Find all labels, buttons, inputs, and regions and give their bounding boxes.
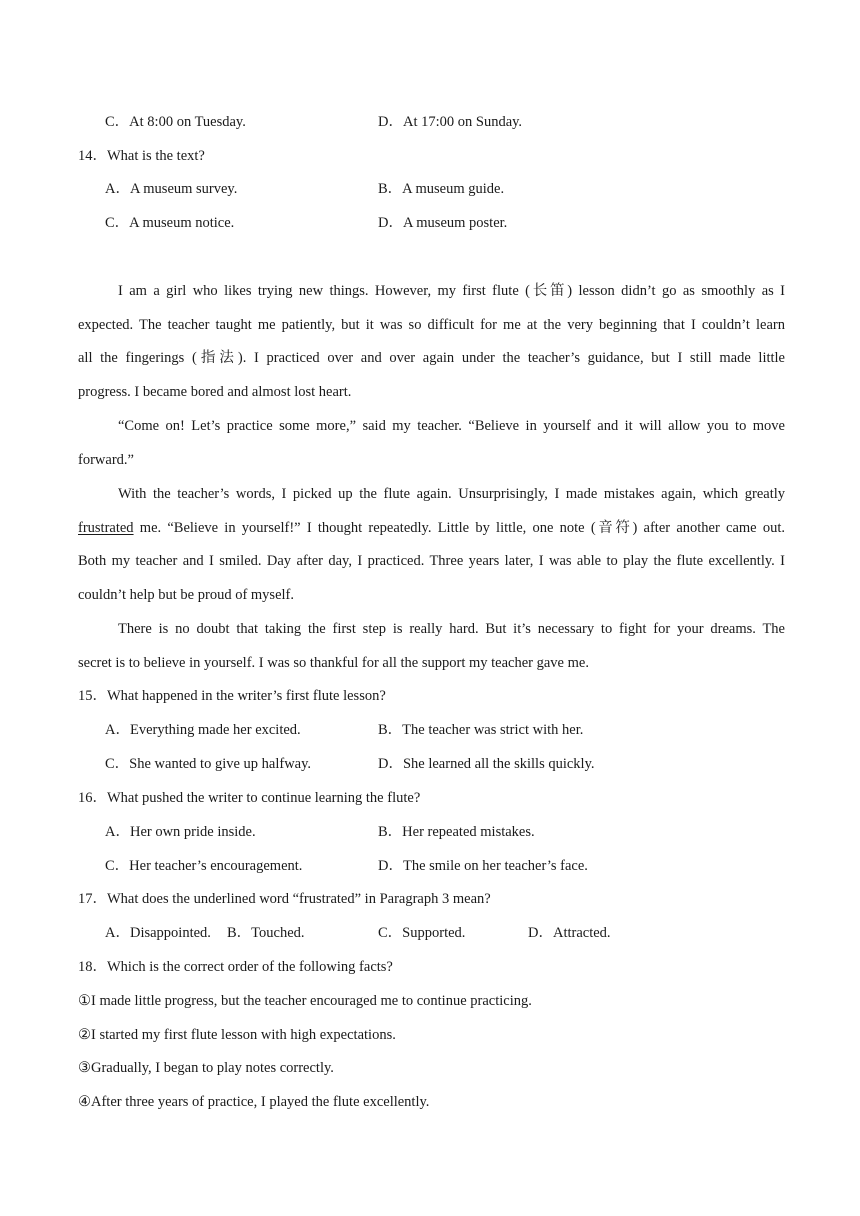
passage-p2-line1: “Come on! Let’s practice some more,” said my teacher. “Believe in yourself and it will allow you to move	[118, 418, 785, 434]
passage-p2-line2: forward.”	[78, 452, 134, 468]
q14-question: 14．What is the text?	[78, 148, 205, 164]
q15-question: 15．What happened in the writer’s first flute lesson?	[78, 688, 386, 704]
q17-option-c: C．Supported.	[378, 925, 466, 941]
q15-option-c: C．She wanted to give up halfway.	[105, 756, 312, 772]
q14-option-c: C．A museum notice.	[105, 215, 235, 231]
q17-question: 17．What does the underlined word “frustrated” in Paragraph 3 mean?	[78, 891, 491, 907]
passage-p3-line2-rest: me. “Believe in yourself!” I thought repeatedly. Little by little, one note (音符) after another came out.	[133, 520, 785, 536]
q15-option-b: B．The teacher was strict with her.	[378, 722, 584, 738]
q16-option-d: D．The smile on her teacher’s face.	[378, 858, 588, 874]
q17-option-b: B．Touched.	[227, 925, 305, 941]
q17-option-d: D．Attracted.	[528, 925, 611, 941]
passage-p1-line4: progress. I became bored and almost lost heart.	[78, 384, 352, 400]
q14-option-d: D．A museum poster.	[378, 215, 508, 231]
passage-p3-line3: Both my teacher and I smiled. Day after day, I practiced. Three years later, I was able to play the flute excellently. I	[78, 553, 785, 569]
q18-fact-2: ②I started my first flute lesson with high expectations.	[78, 1027, 396, 1043]
passage-p1-line3: all the fingerings (指法). I practiced over and over again under the teacher’s guidance, but I still made little	[78, 350, 785, 366]
q16-option-c: C．Her teacher’s encouragement.	[105, 858, 303, 874]
q18-fact-1: ①I made little progress, but the teacher encouraged me to continue practicing.	[78, 993, 532, 1009]
passage-p3-line1: With the teacher’s words, I picked up the flute again. Unsurprisingly, I made mistakes again, which greatly	[118, 486, 785, 502]
passage-p1-line1: I am a girl who likes trying new things. However, my first flute (长笛) lesson didn’t go as smoothly as I	[118, 283, 785, 299]
q13-option-d: D．At 17:00 on Sunday.	[378, 114, 523, 130]
passage-p4-line1: There is no doubt that taking the first step is really hard. But it’s necessary to fight for your dreams. The	[118, 621, 785, 637]
q17-option-a: A．Disappointed.	[105, 925, 211, 941]
passage-p1-line2: expected. The teacher taught me patiently, but it was so difficult for me at the very beginning that I couldn’t learn	[78, 317, 785, 333]
q15-option-a: A．Everything made her excited.	[105, 722, 301, 738]
passage-p4-line2: secret is to believe in yourself. I was so thankful for all the support my teacher gave me.	[78, 655, 589, 671]
q15-option-d: D．She learned all the skills quickly.	[378, 756, 595, 772]
passage-p3-line4: couldn’t help but be proud of myself.	[78, 587, 294, 603]
q14-option-b: B．A museum guide.	[378, 181, 505, 197]
underlined-word-frustrated: frustrated	[78, 520, 134, 536]
q18-fact-4: ④After three years of practice, I played the flute excellently.	[78, 1094, 430, 1110]
q14-option-a: A．A museum survey.	[105, 181, 238, 197]
q16-question: 16．What pushed the writer to continue learning the flute?	[78, 790, 421, 806]
q18-question: 18．Which is the correct order of the following facts?	[78, 959, 393, 975]
q18-fact-3: ③Gradually, I began to play notes correctly.	[78, 1060, 334, 1076]
q16-option-a: A．Her own pride inside.	[105, 824, 256, 840]
q13-option-c: C．At 8:00 on Tuesday.	[105, 114, 246, 130]
passage-p3-line2	[78, 518, 785, 538]
q16-option-b: B．Her repeated mistakes.	[378, 824, 535, 840]
